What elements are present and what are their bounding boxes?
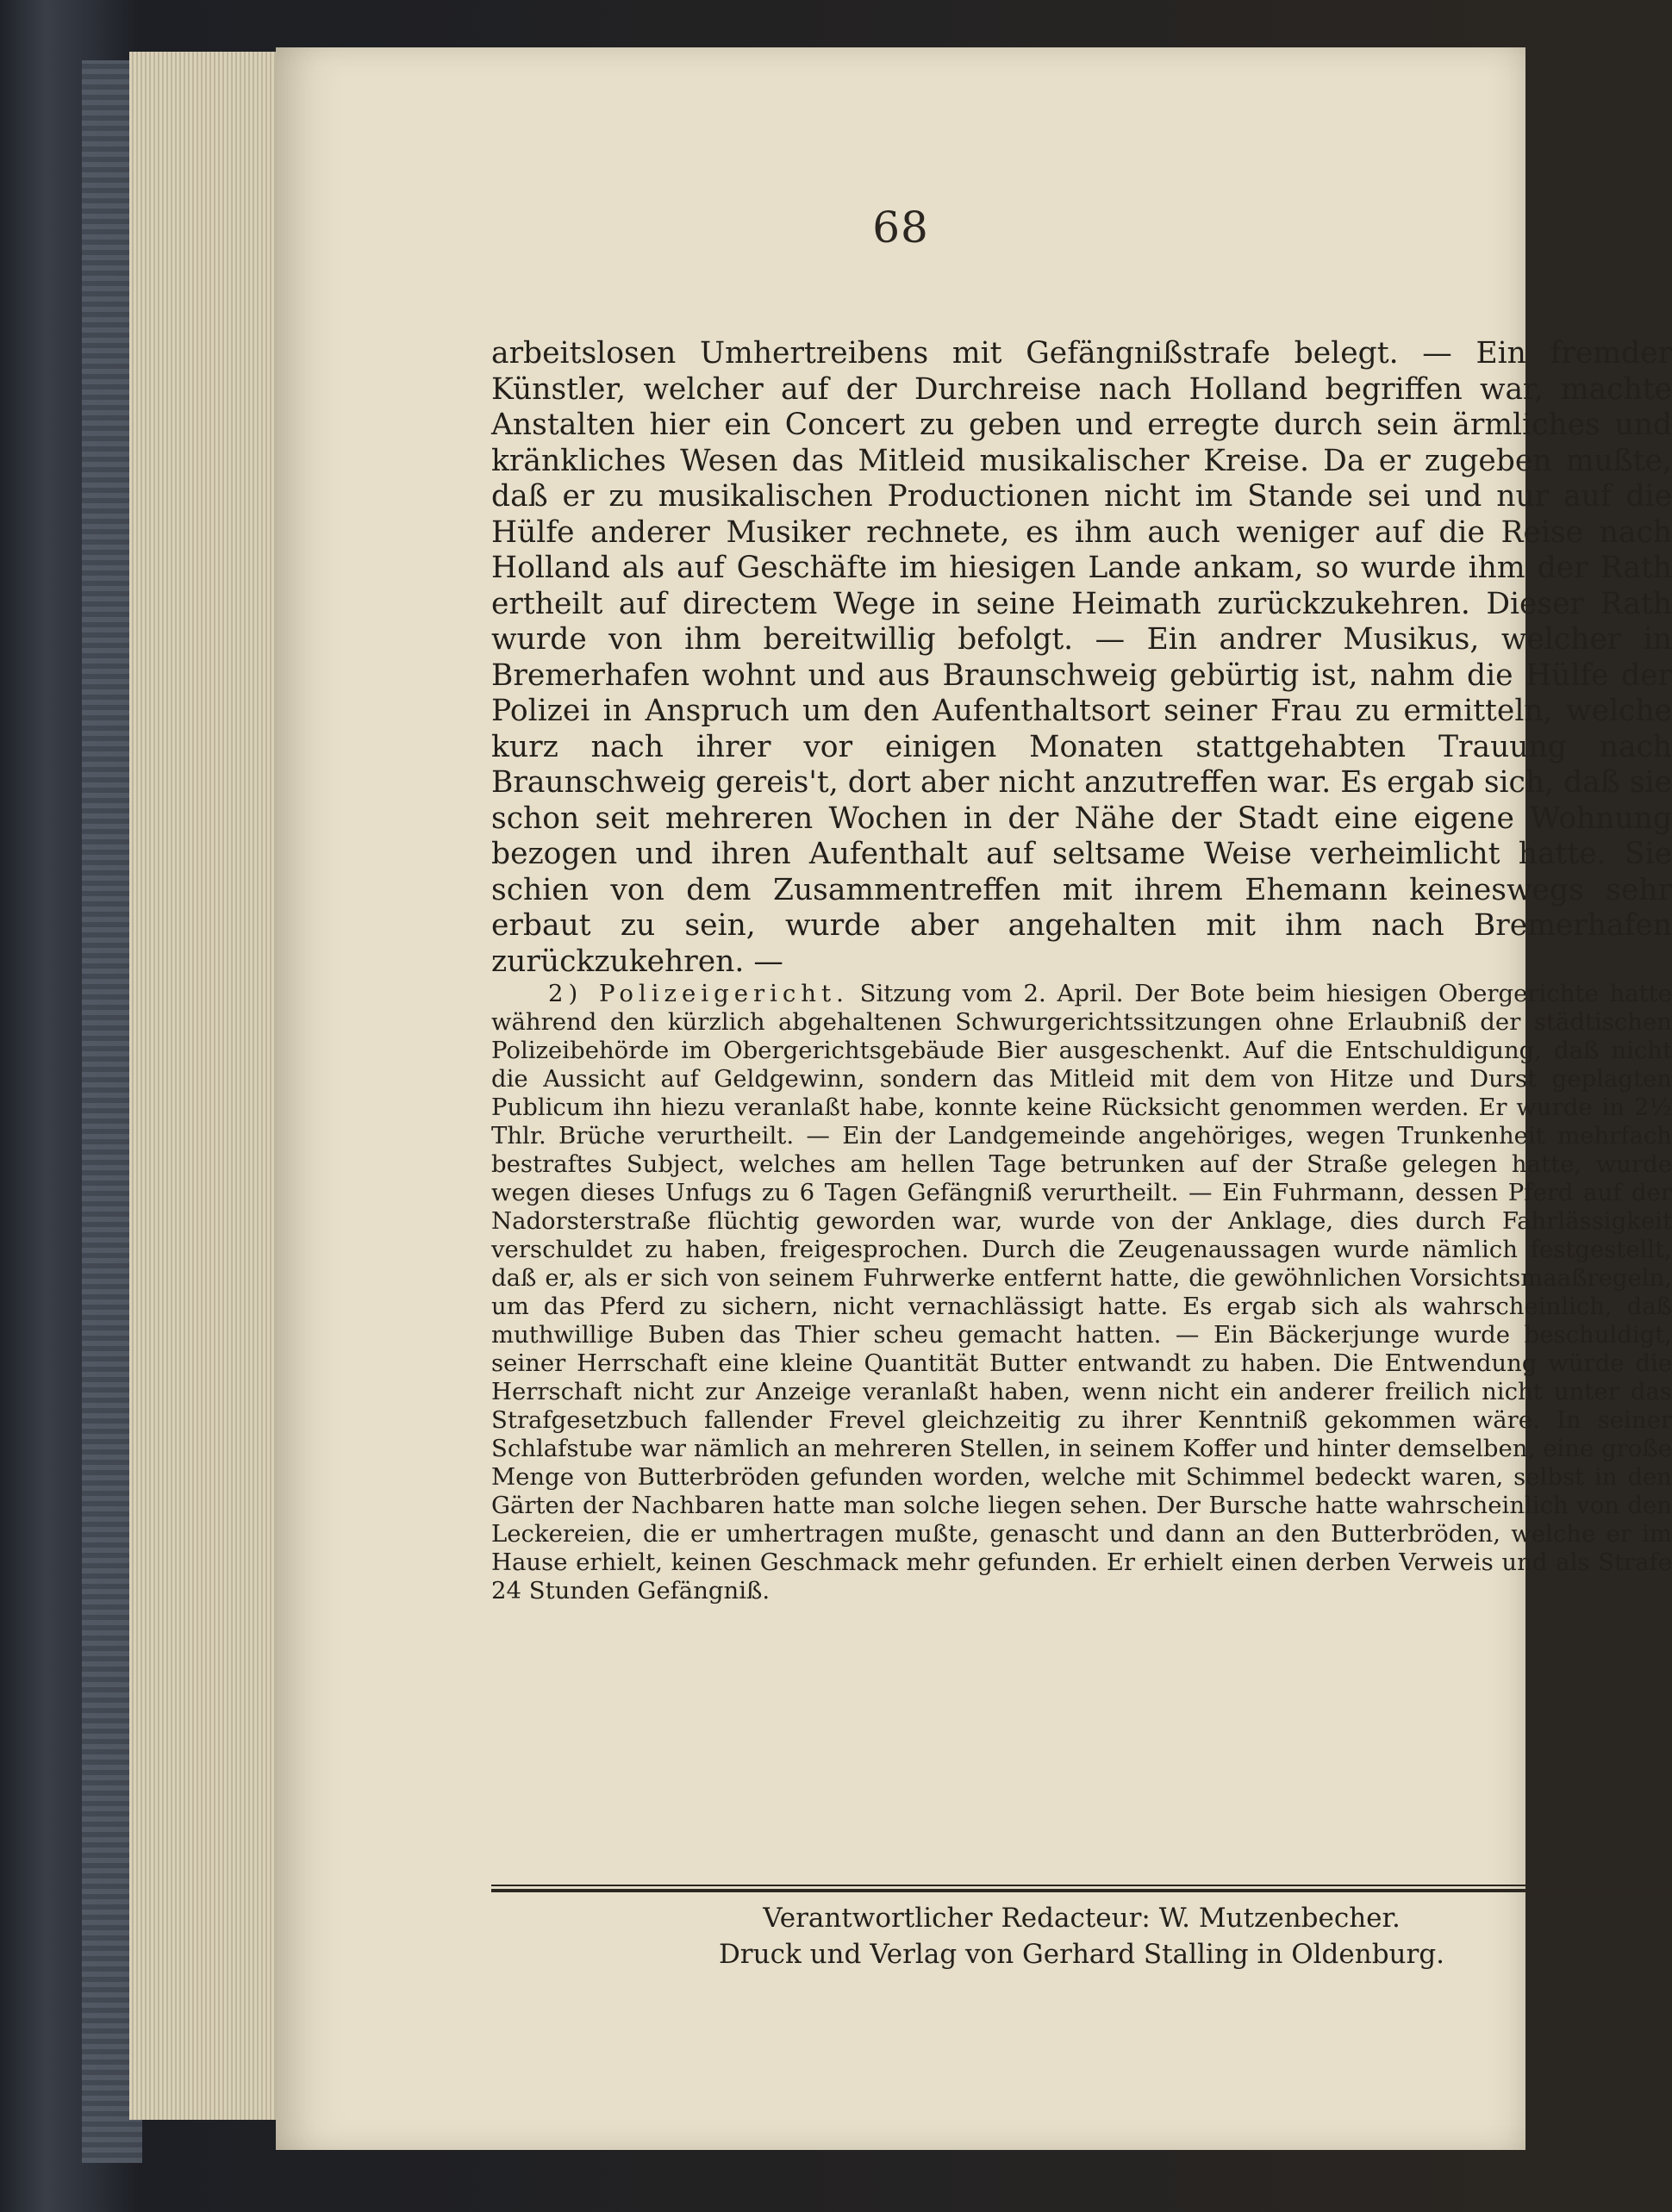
paragraph-police-report: arbeitslosen Umhertreibens mit Gefängnißstrafe belegt. — Ein fremder Künstler, welcher auf der Durchreise nach Holland begriffen war, machte Anstalten hier ein Concert zu geben und erregte durch sein ärmliches und kränkliches Wesen das Mitleid musikalischer Kreise. Da er zugeben mußte, daß er zu musikalischen Productionen nicht im Stande sei und nur auf die Hülfe anderer Musiker rechnete, es ihm auch weniger auf die Reise nach Holland als auf Geschäfte im hiesigen Lande ankam, so wurde ihm der Rath ertheilt auf directem Wege in seine Heimath zurückzukehren. Dieser Rath wurde von ihm bereitwillig befolgt. — Ein andrer Musikus, welcher in Bremerhafen wohnt und aus Braunschweig gebürtig ist, nahm die Hülfe der Polizei in Anspruch um den Aufenthaltsort seiner Frau zu ermitteln, welche kurz nach ihrer vor einigen Monaten stattgehabten Trauung nach Braunschweig gereis't, dort aber nicht anzutreffen war. Es ergab sich, daß sie schon seit mehreren Wochen in der Nähe der Stadt eine eigene Wohnung bezogen und ihren Aufenthalt auf seltsame Weise verheimlicht hatte. Sie schien von dem Zusammentreffen mit ihrem Ehemann keineswegs sehr erbaut zu sein, wurde aber angehalten mit ihm nach Bremerhafen zurückzukehren. — (491, 336, 1672, 979)
page-number: 68 (872, 203, 929, 252)
rule-thin (491, 1885, 1672, 1886)
book-page (276, 47, 1672, 2150)
imprint (491, 1900, 1672, 1972)
paragraph-police-court-text: Sitzung vom 2. April. Der Bote beim hiesigen Obergerichte hatte während den kürzlich abgehaltenen Schwurgerichtssitzungen ohne Erlaubniß der städtischen Polizeibehörde im Obergerichtsgebäude Bier ausgeschenkt. Auf die Entschuldigung, daß nicht die Aussicht auf Geldgewinn, sondern das Mitleid mit dem von Hitze und Durst geplagten Publicum ihn hiezu veranlaßt habe, konnte keine Rücksicht genommen werden. Er wurde in 2½ Thlr. Brüche verurtheilt. — Ein der Landgemeinde angehöriges, wegen Trunkenheit mehrfach bestraftes Subject, welches am hellen Tage betrunken auf der Straße gelegen hatte, wurde wegen dieses Unfugs zu 6 Tagen Gefängniß verurtheilt. — Ein Fuhrmann, dessen Pferd auf der Nadorsterstraße flüchtig geworden war, wurde von der Anklage, dies durch Fahrlässigkeit verschuldet zu haben, freigesprochen. Durch die Zeugenaussagen wurde nämlich festgestellt, daß er, als er sich von seinem Fuhrwerke entfernt hatte, die gewöhnlichen Vorsichtsmaaßregeln, um das Pferd zu sichern, nicht vernachlässigt hatte. Es ergab sich als wahrscheinlich, daß muthwillige Buben das Thier scheu gemacht hatten. — Ein Bäckerjunge wurde beschuldigt, seiner Herrschaft eine kleine Quantität Butter entwandt zu haben. Die Entwendung würde die Herrschaft nicht zur Anzeige veranlaßt haben, wenn nicht ein anderer freilich nicht unter das Strafgesetzbuch fallender Frevel gleichzeitig zu ihrer Kenntniß gekommen wäre. In seiner Schlafstube war nämlich an mehreren Stellen, in seinem Koffer und hinter demselben, eine große Menge von Butterbröden gefunden worden, welche mit Schimmel bedeckt waren, selbst in den Gärten der Nachbaren hatte man solche liegen sehen. Der Bursche hatte wahrscheinlich von den Leckereien, die er umhertragen mußte, genascht und dann an den Butterbröden, welche er im Hause erhielt, keinen Geschmack mehr gefunden. Er erhielt einen derben Verweis und als Strafe 24 Stunden Gefängniß. (491, 980, 1672, 1604)
editor-line: Verantwortlicher Redacteur: W. Mutzenbecher. (763, 1903, 1401, 1934)
paragraph-police-court (491, 980, 1672, 1605)
body-text (491, 336, 1672, 1605)
rule-thick (491, 1889, 1672, 1892)
footer-rule (491, 1885, 1672, 1895)
section-heading: 2) Polizeigericht. (548, 980, 849, 1007)
publisher-line: Druck und Verlag von Gerhard Stalling in Oldenburg. (718, 1939, 1445, 1970)
